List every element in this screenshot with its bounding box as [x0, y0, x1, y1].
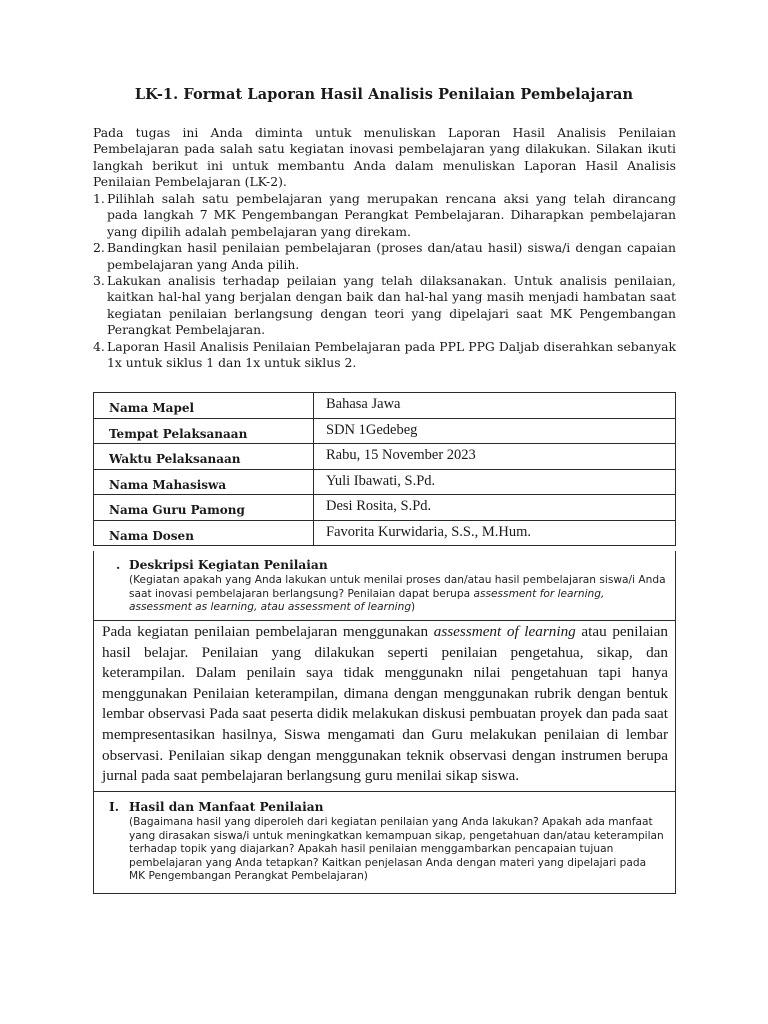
table-row — [94, 418, 676, 444]
step-text: Bandingkan hasil penilaian pembelajaran (proses dan/atau hasil) siswa/i dengan capaian pembelajaran yang Anda pilih. — [107, 240, 676, 272]
section-heading: Hasil dan Manfaat Penilaian — [129, 800, 324, 814]
list-item — [93, 240, 676, 273]
row-value: Bahasa Jawa — [314, 393, 676, 419]
section-description-header — [93, 551, 676, 621]
identity-table — [93, 392, 676, 546]
row-label: Nama Mapel — [94, 393, 314, 419]
table-row — [94, 469, 676, 495]
description-paragraph: Pada kegiatan penilaian pembelajaran menggunakan assessment of learning atau penilaian hasil belajar. Penilaian yang dilakukan seperti penilaian pengetahua, sikap, dan keterampilan. Dalam penilain saya tidak menggunakn nilai pengetahuan tapi hanya menggunakan Penilaian keterampilan, dimana dengan menggunakan rubrik dengan bentuk lembar observasi Pada saat peserta didik melakukan diskusi pembuatan proyek dan pada saat mempresentasikan hasilnya, Siswa mengamati dan Guru melakukan penilaian di lembar observasi. Penilaian sikap dengan menggunakan teknik observasi dengan instrumen berupa jurnal pada saat pembelajaran berlangsung guru menilai sikap siswa. — [102, 623, 668, 785]
section-marker: I. — [109, 800, 119, 814]
table-row — [94, 393, 676, 419]
section-instruction: (Kegiatan apakah yang Anda lakukan untuk menilai proses dan/atau hasil pembelajaran siswa/i Anda saat inovasi pembelajaran berlangsung? Penilaian dapat berupa assessment for learning, assessment as learning, atau assessment of learning) — [129, 574, 666, 614]
table-row — [94, 520, 676, 546]
instruction-steps — [93, 191, 676, 371]
row-label: Waktu Pelaksanaan — [94, 444, 314, 470]
step-number: 2. — [93, 240, 105, 256]
list-item — [93, 191, 676, 240]
list-item — [93, 339, 676, 372]
row-label: Tempat Pelaksanaan — [94, 418, 314, 444]
section-instruction: (Bagaimana hasil yang diperoleh dari kegiatan penilaian yang Anda lakukan? Apakah ada manfaat yang dirasakan siswa/i untuk meningkatkan kemampuan sikap, pengetahuan dan/atau keterampilan terhadap topik yang diajarkan? Apakah hasil penilaian menggambarkan pencapaian tujuan pembelajaran yang Anda tetapkan? Kaitkan penjelasan Anda dengan materi yang dipelajari pada MK Pengembangan Perangkat Pembelajaran) — [129, 816, 664, 883]
row-value: Desi Rosita, S.Pd. — [314, 495, 676, 521]
step-number: 1. — [93, 191, 105, 206]
list-item — [93, 273, 676, 339]
row-value: SDN 1Gedebeg — [314, 418, 676, 444]
table-row — [94, 495, 676, 521]
row-label: Nama Dosen — [94, 520, 314, 546]
section-heading: Deskripsi Kegiatan Penilaian — [129, 558, 328, 572]
step-text: Laporan Hasil Analisis Penilaian Pembelajaran pada PPL PPG Daljab diserahkan sebanyak 1x untuk siklus 1 dan 1x untuk siklus 2. — [107, 338, 676, 371]
row-value: Yuli Ibawati, S.Pd. — [314, 469, 676, 495]
table-row — [94, 444, 676, 470]
section-description-body — [93, 620, 676, 792]
section-results — [93, 791, 676, 894]
section-marker: . — [116, 558, 121, 572]
step-text: Pilihlah salah satu pembelajaran yang merupakan rencana aksi yang telah dirancang pada langkah 7 MK Pengembangan Perangkat Pembelajaran. Diharapkan pembelajaran yang dipilih adalah pembelajaran yang direkam. — [107, 191, 676, 239]
row-label: Nama Mahasiswa — [94, 469, 314, 495]
row-label: Nama Guru Pamong — [94, 495, 314, 521]
step-text: Lakukan analisis terhadap peilaian yang telah dilaksanakan. Untuk analisis penilaian, kaitkan hal-hal yang berjalan dengan baik dan hal-hal yang masih menjadi hambatan saat kegiatan penilaian berlangsung dengan teori yang dipelajari saat MK Pengembangan Perangkat Pembelajaran. — [107, 273, 676, 338]
row-value: Favorita Kurwidaria, S.S., M.Hum. — [314, 520, 676, 546]
step-number: 4. — [93, 338, 105, 354]
row-value: Rabu, 15 November 2023 — [314, 444, 676, 470]
intro-paragraph: Pada tugas ini Anda diminta untuk menuliskan Laporan Hasil Analisis Penilaian Pembelajaran pada salah satu kegiatan inovasi pembelajaran yang dilakukan. Silakan ikuti langkah berikut ini untuk membantu Anda dalam menuliskan Laporan Hasil Analisis Penilaian Pembelajaran (LK-2). — [93, 125, 676, 190]
step-number: 3. — [93, 273, 105, 289]
document-title: LK-1. Format Laporan Hasil Analisis Penilaian Pembelajaran — [134, 86, 634, 103]
